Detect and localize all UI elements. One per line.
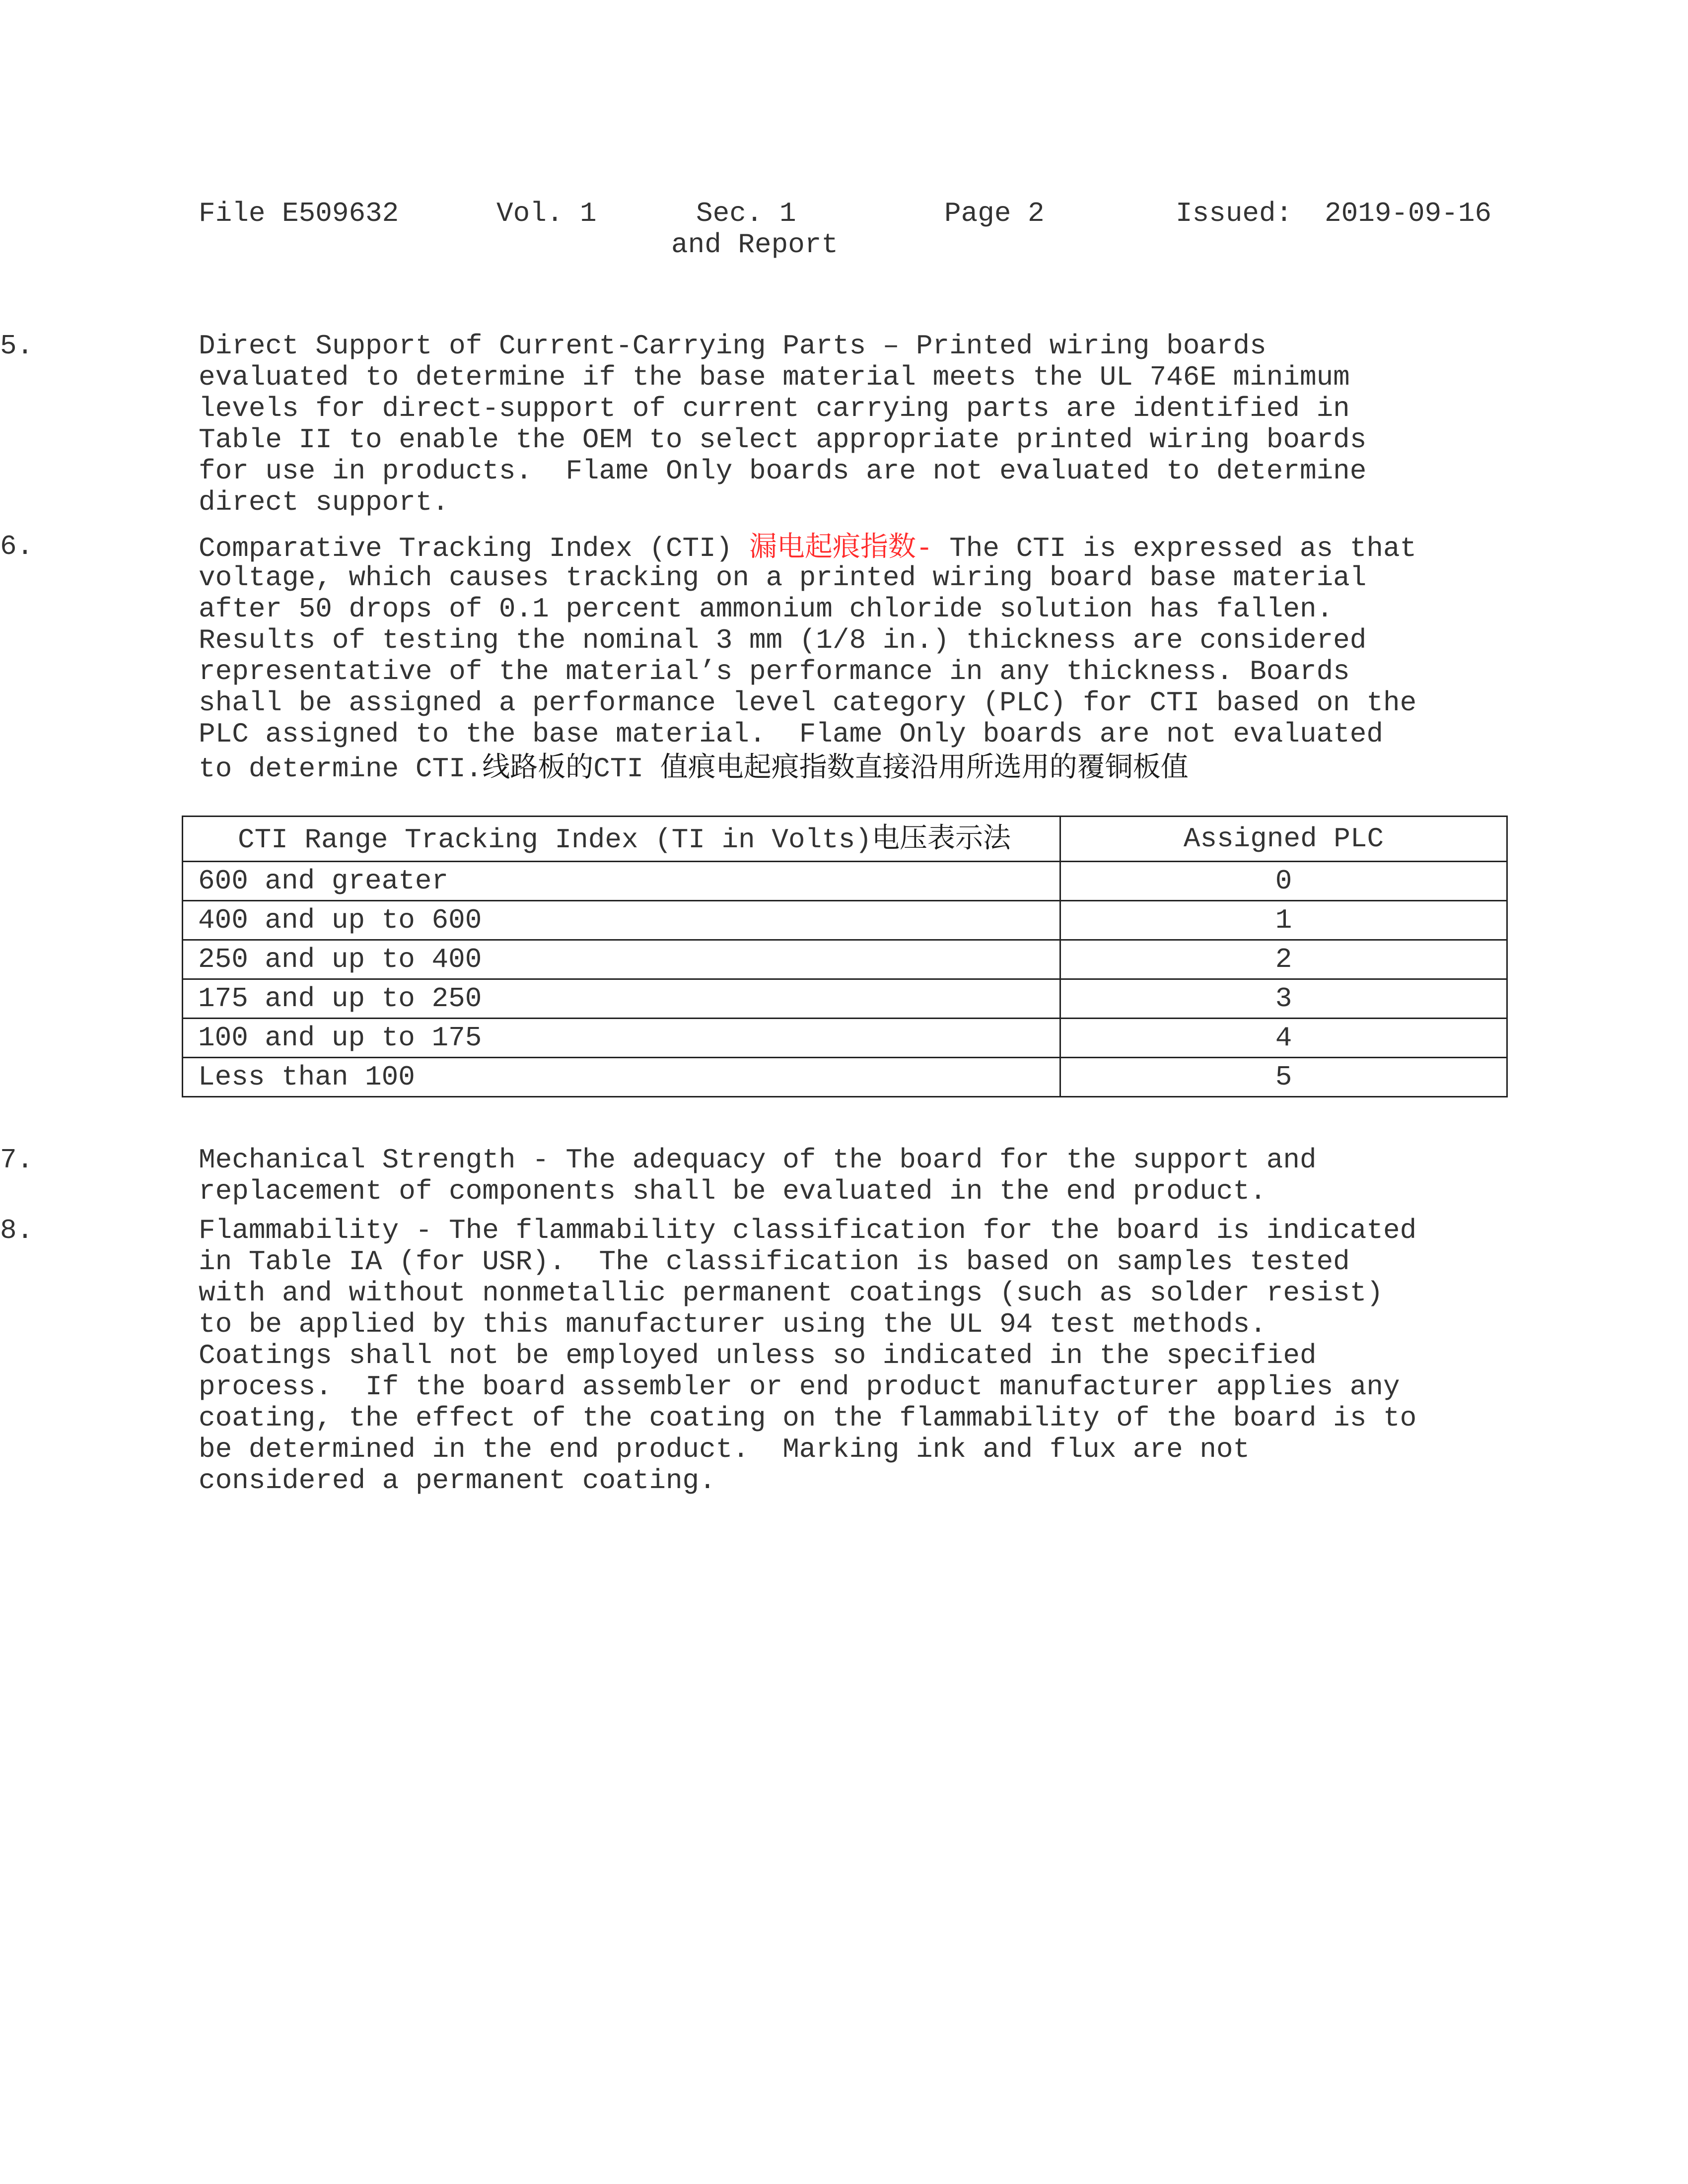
cti-plc-table [182, 816, 1508, 1097]
item-number: 5. [0, 330, 34, 362]
table-cell-range: 100 and up to 175 [183, 1019, 1060, 1058]
section-line2: and Report [671, 229, 839, 261]
table-cell-plc: 2 [1060, 940, 1507, 979]
section: Sec. 1 [696, 198, 796, 229]
table-row [183, 901, 1507, 940]
item-last-mid: CTI [593, 753, 644, 785]
item-title-prefix: Comparative Tracking Index (CTI) [199, 533, 749, 564]
table-cell-range: 400 and up to 600 [183, 901, 1060, 940]
table-cell-range: 600 and greater [183, 862, 1060, 901]
item-text-line: considered a permanent coating. [199, 1465, 716, 1497]
item-text-line: shall be assigned a performance level category (PLC) for CTI based on the [199, 687, 1417, 719]
table-row [183, 1019, 1507, 1058]
item-number: 7. [0, 1144, 34, 1176]
list-item-5 [0, 330, 1509, 518]
item-text-line: Coatings shall not be employed unless so indicated in the specified [199, 1340, 1317, 1371]
table-row [183, 1058, 1507, 1097]
table-cell-plc: 3 [1060, 979, 1507, 1019]
item-text-line: levels for direct-support of current carrying parts are identified in [199, 393, 1350, 424]
item-text-line: to be applied by this manufacturer using the UL 94 test methods. [199, 1308, 1266, 1340]
item-title-line [199, 531, 1509, 562]
item-last-chinese-1: 线路板的 [482, 751, 594, 783]
item-title-chinese: 漏电起痕指数 [749, 531, 916, 563]
table-cell-range: 175 and up to 250 [183, 979, 1060, 1019]
item-last-prefix: to determine CTI. [199, 753, 483, 785]
table-cell-plc: 0 [1060, 862, 1507, 901]
item-text-line: Table II to enable the OEM to select appropriate printed wiring boards [199, 424, 1367, 456]
item-last-line [199, 750, 1509, 785]
page-number: Page 2 [944, 198, 1045, 229]
item-number: 8. [0, 1215, 34, 1246]
item-text-line: evaluated to determine if the base material meets the UL 746E minimum [199, 361, 1350, 393]
item-text-line: voltage, which causes tracking on a printed wiring board base material [199, 562, 1367, 594]
list-item-8 [0, 1215, 1509, 1497]
item-text-line: replacement of components shall be evaluated in the end product. [199, 1175, 1266, 1207]
item-title-rest: The CTI is expressed as that [949, 533, 1417, 564]
table-row [183, 979, 1507, 1019]
file-number: File E509632 [199, 198, 399, 229]
item-text-line: direct support. [199, 486, 449, 518]
table-row [183, 940, 1507, 979]
list-item-7 [0, 1144, 1509, 1207]
volume: Vol. 1 [496, 198, 597, 229]
table-header-plc: Assigned PLC [1060, 817, 1507, 862]
item-text-line: Flammability - The flammability classification for the board is indicated [199, 1215, 1417, 1246]
table-row [183, 862, 1507, 901]
issued-date: 2019-09-16 [1325, 198, 1492, 229]
item-text-line: representative of the material’s performance in any thickness. Boards [199, 656, 1350, 687]
table-header-range-zh: 电压表示法 [872, 821, 1011, 854]
item-text-line: process. If the board assembler or end product manufacturer applies any [199, 1371, 1400, 1403]
item-text-line: after 50 drops of 0.1 percent ammonium chloride solution has fallen. [199, 593, 1334, 625]
table-header-range-en: CTI Range Tracking Index (TI in Volts) [238, 823, 872, 856]
item-text-line: coating, the effect of the coating on the flammability of the board is to [199, 1402, 1417, 1434]
item-text-line: with and without nonmetallic permanent coatings (such as solder resist) [199, 1277, 1383, 1309]
table-header-row [183, 817, 1507, 862]
item-last-chinese-2: 值痕电起痕指数直接沿用所选用的覆铜板值 [660, 751, 1189, 783]
list-item-6 [0, 531, 1509, 785]
item-text-line: PLC assigned to the base material. Flame Only boards are not evaluated [199, 718, 1383, 750]
item-text-line: Direct Support of Current-Carrying Parts – Printed wiring boards [199, 330, 1266, 362]
table-cell-plc: 5 [1060, 1058, 1507, 1097]
item-text-line: for use in products. Flame Only boards are not evaluated to determine [199, 455, 1367, 487]
table-cell-range: 250 and up to 400 [183, 940, 1060, 979]
item-text-line: in Table IA (for USR). The classification is based on samples tested [199, 1246, 1350, 1278]
item-text-line: Mechanical Strength - The adequacy of the board for the support and [199, 1144, 1317, 1176]
item-text-line: Results of testing the nominal 3 mm (1/8 in.) thickness are considered [199, 624, 1367, 656]
table-cell-plc: 4 [1060, 1019, 1507, 1058]
issued-label: Issued: [1176, 198, 1293, 229]
table-cell-range: Less than 100 [183, 1058, 1060, 1097]
table-cell-plc: 1 [1060, 901, 1507, 940]
item-title-dash: - [915, 533, 950, 564]
item-text-line: be determined in the end product. Marking ink and flux are not [199, 1433, 1250, 1465]
item-number: 6. [0, 531, 34, 562]
table-header-range [183, 817, 1060, 862]
